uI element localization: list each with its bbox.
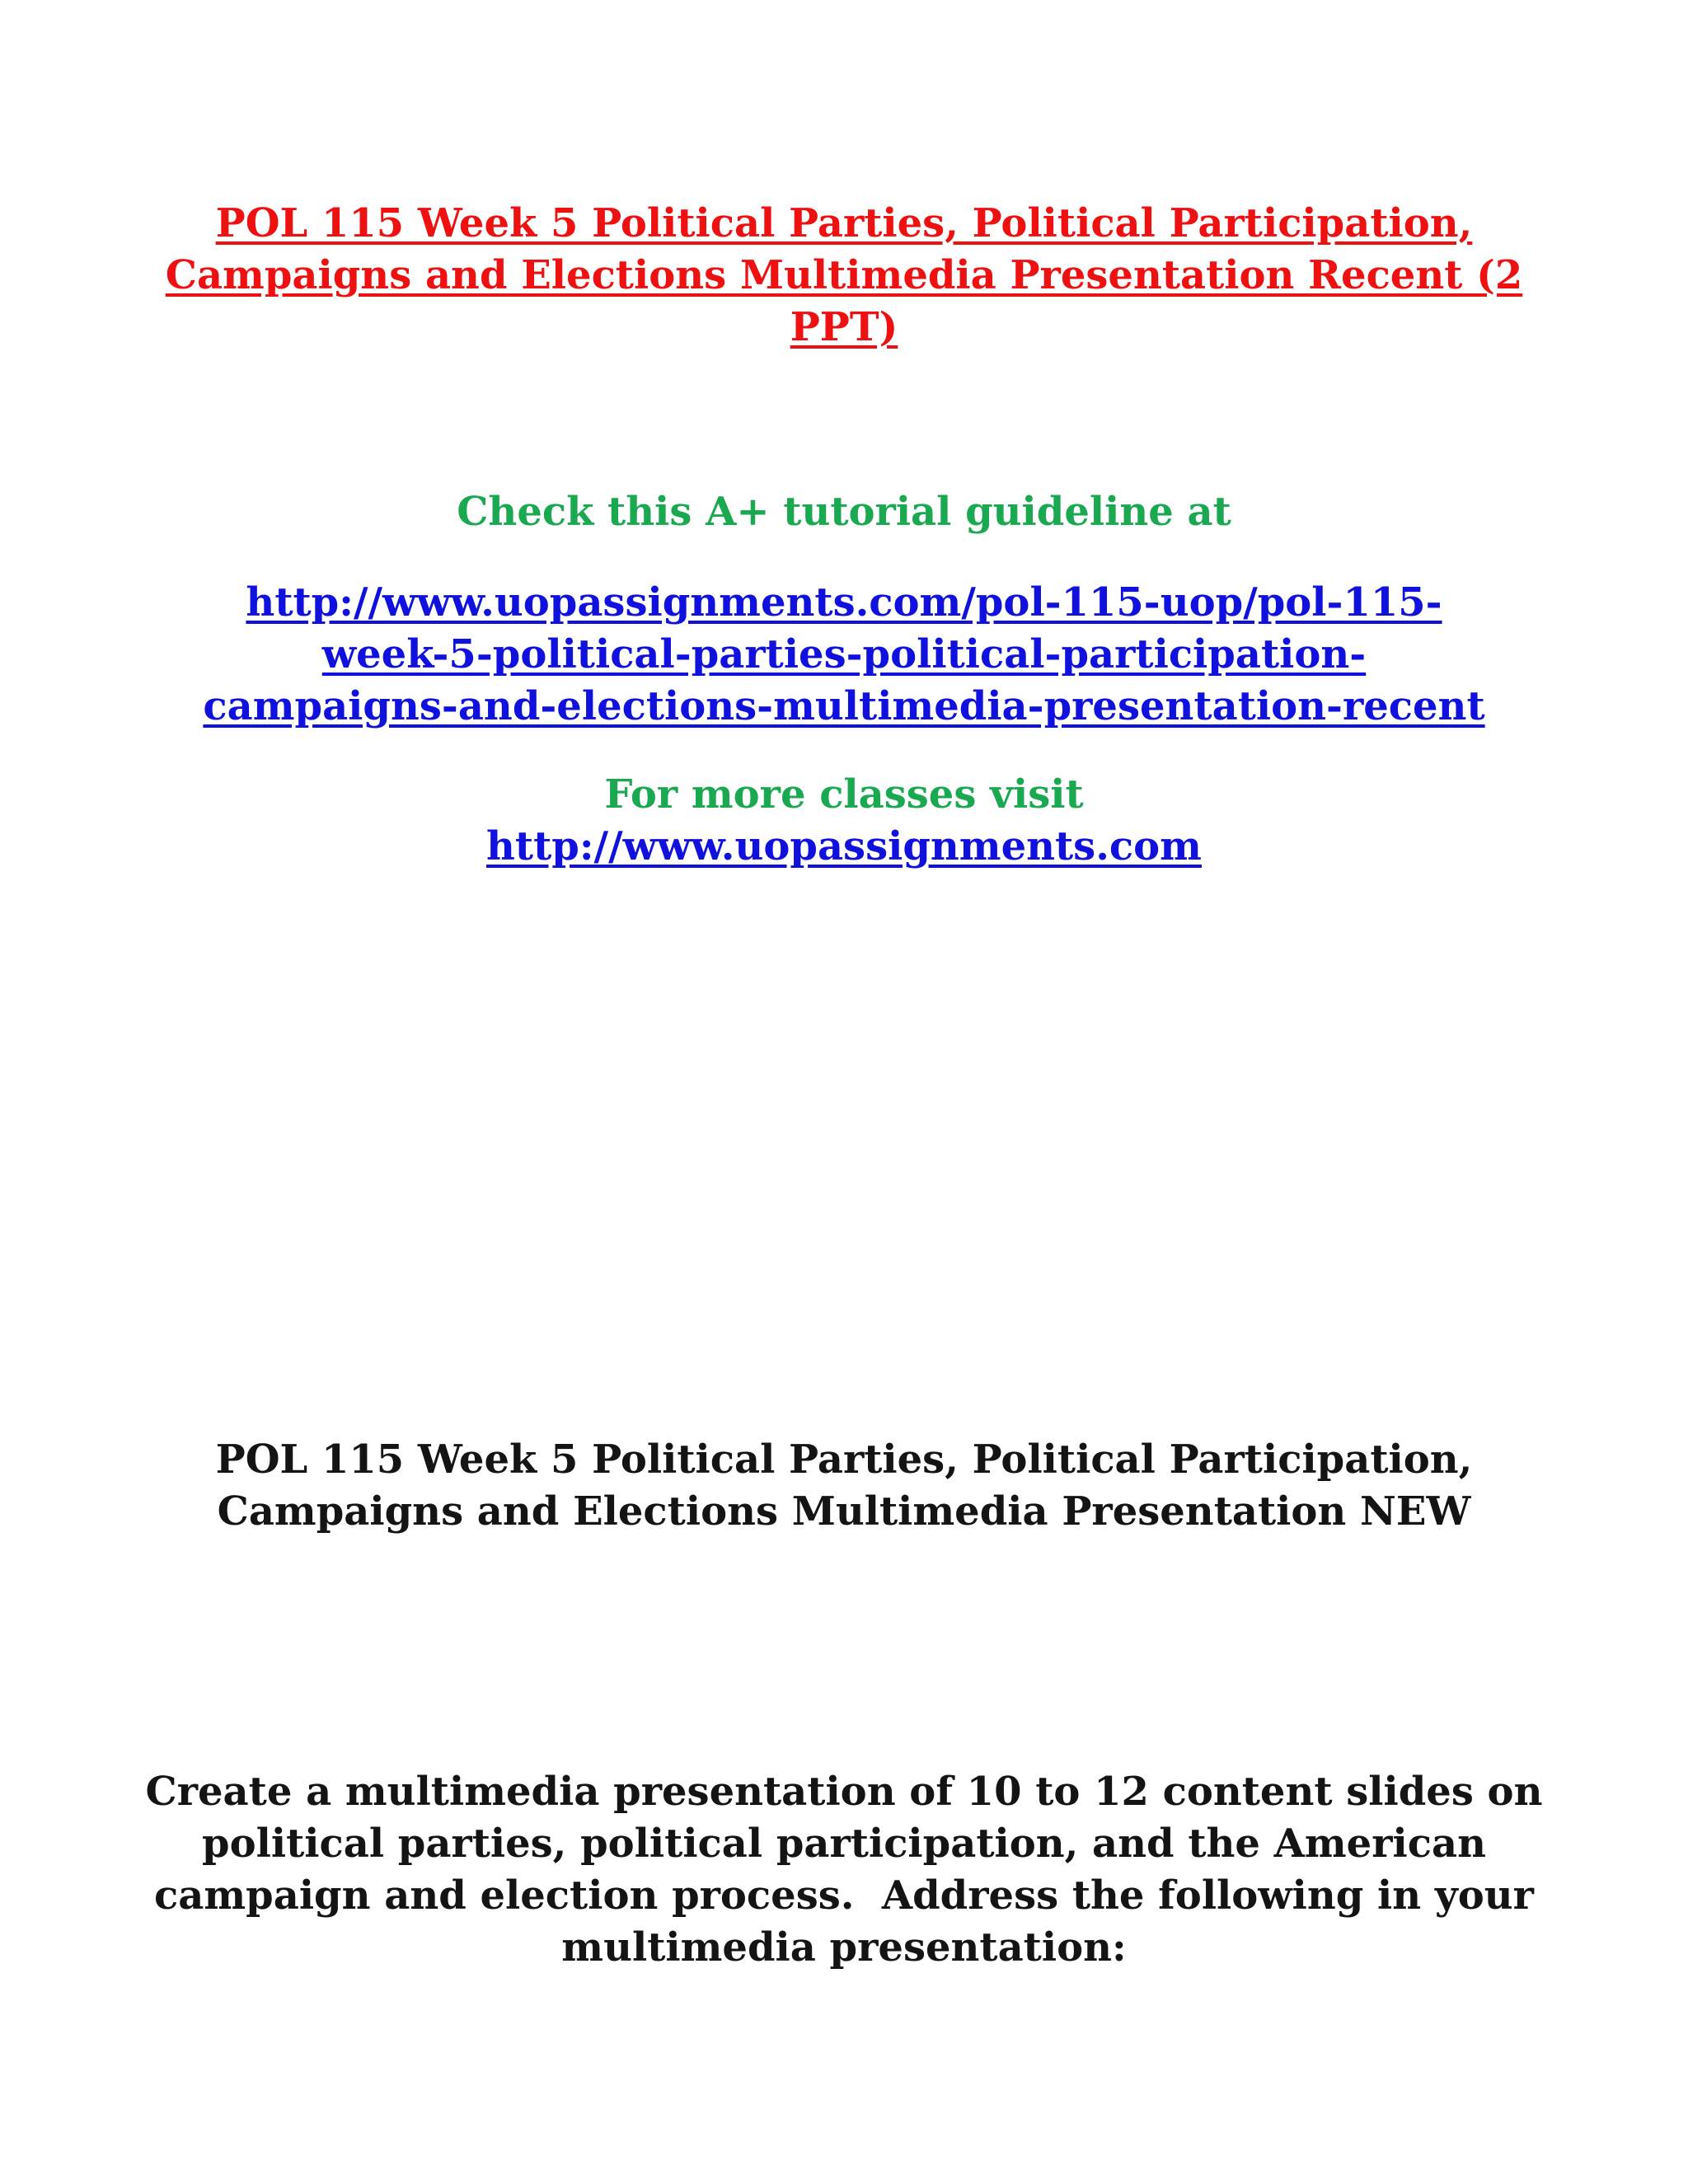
more-classes-text: For more classes visit: [604, 771, 1084, 818]
title-line-1: POL 115 Week 5 Political Parties, Political Participation,: [215, 200, 1473, 246]
body-line-1: Create a multimedia presentation of 10 to 12 content slides on: [145, 1769, 1543, 1815]
assignment-subtitle: [0, 1434, 1688, 1538]
tutorial-url-line-3[interactable]: campaigns-and-elections-multimedia-presentation-recent: [203, 683, 1485, 729]
subtitle-line-1: POL 115 Week 5 Political Parties, Political Participation,: [215, 1436, 1473, 1483]
body-line-3: campaign and election process. Address the following in your: [154, 1872, 1534, 1919]
subtitle-line-2: Campaigns and Elections Multimedia Presentation NEW: [217, 1488, 1471, 1535]
assignment-instructions: [0, 1766, 1688, 1974]
document-title[interactable]: [0, 198, 1688, 354]
more-classes-section: [0, 769, 1688, 873]
check-guideline-text: [0, 486, 1688, 538]
body-line-2: political parties, political participation, and the American: [202, 1821, 1486, 1867]
tutorial-url-line-1[interactable]: http://www.uopassignments.com/pol-115-uop/pol-115-: [246, 579, 1442, 626]
title-line-3: PPT): [790, 304, 898, 350]
tutorial-link[interactable]: [0, 577, 1688, 733]
site-link[interactable]: http://www.uopassignments.com: [486, 823, 1202, 869]
body-line-4: multimedia presentation:: [561, 1924, 1127, 1971]
tutorial-url-line-2[interactable]: week-5-political-parties-political-participation-: [321, 631, 1367, 677]
check-line: Check this A+ tutorial guideline at: [457, 489, 1231, 535]
title-line-2: Campaigns and Elections Multimedia Presentation Recent (2: [165, 252, 1523, 298]
